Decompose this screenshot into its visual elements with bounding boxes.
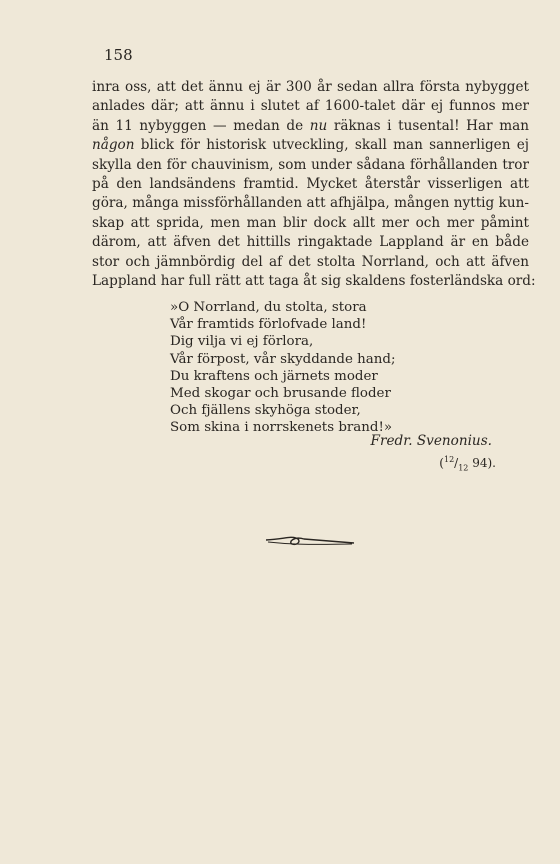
page-number: 158 [104, 46, 133, 64]
poem-line: Dig vilja vi ej förlora, [170, 334, 314, 350]
poem-line: Vår framtids förlofvade land! [170, 317, 367, 333]
prose-line [92, 253, 529, 272]
prose-emphasis: nu [309, 117, 328, 134]
prose-line [92, 194, 529, 213]
poem-line: Som skina i norrskenets brand!» [170, 420, 393, 436]
prose-line [92, 97, 529, 116]
prose-text: blick för historisk utveckling, skall man sannerligen ej [134, 137, 529, 154]
prose-text: anlades där; att ännu i slutet af 1600-talet där ej funnos mer [92, 98, 529, 115]
prose-line [92, 175, 529, 194]
ornament-divider [264, 530, 356, 552]
poem-line: Med skogar och brusande floder [170, 386, 391, 402]
poem-line: Vår förpost, vår skyddande hand; [170, 351, 396, 367]
prose-text: skap att sprida, men man blir dock allt mer och mer påmint [92, 214, 529, 231]
prose-text: på den landsändens framtid. Mycket återstår visserligen att [92, 176, 529, 193]
prose-line [92, 136, 529, 155]
prose-text: stor och jämnbördig del af det stolta Norrland, och att äfven [92, 253, 529, 270]
prose-text: inra oss, att det ännu ej är 300 år sedan allra första nybygget [92, 79, 529, 95]
prose-line [92, 233, 529, 252]
prose-text: än 11 nybyggen — medan de [92, 117, 310, 134]
prose-text: Lappland har full rätt att taga åt sig skaldens fosterländska ord: [92, 273, 536, 290]
prose-text: räknas i tusental! Har man [327, 117, 529, 134]
poem-stanza [170, 299, 395, 437]
poem-line: Du kraftens och järnets moder [170, 368, 378, 384]
poem-date: ($^{12}/_{12}$ 94). [439, 455, 496, 473]
prose-line [92, 78, 529, 97]
prose-line [92, 117, 529, 136]
prose-line [92, 214, 529, 233]
prose-line [92, 156, 529, 175]
prose-paragraph [92, 78, 536, 291]
prose-text: göra, många missförhållanden att afhjälpa, mången nyttig kun- [92, 195, 529, 212]
poem-author: Fredr. Svenonius. [370, 433, 492, 449]
prose-line [92, 272, 536, 291]
poem-line: »O Norrland, du stolta, stora [170, 300, 367, 315]
prose-text: skylla den för chauvinism, som under sådana förhållanden tror [92, 156, 529, 173]
poem-line: Och fjällens skyhöga stoder, [170, 403, 361, 419]
prose-emphasis: någon [92, 137, 135, 154]
prose-text: därom, att äfven det hittills ringaktade Lappland är en både [92, 234, 529, 251]
